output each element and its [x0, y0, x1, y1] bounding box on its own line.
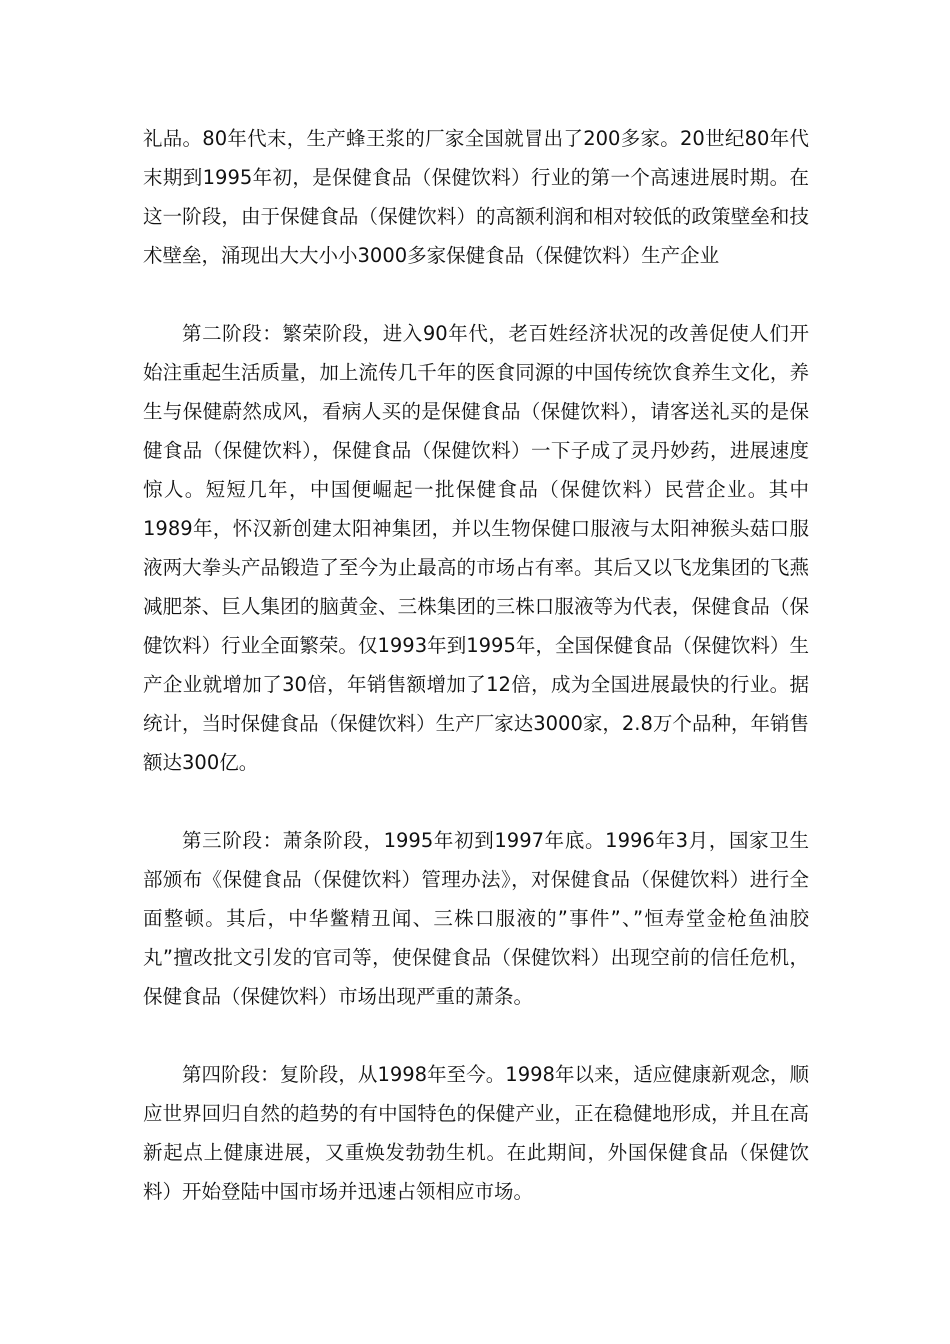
document-body [143, 119, 809, 1250]
paragraph-stage-two: 第二阶段：繁荣阶段，进入90年代，老百姓经济状况的改善促使人们开始注重起生活质量，加上流传几千年的医食同源的中国传统饮食养生文化，养生与保健蔚然成风，看病人买的是保健食品（保健饮料），请客送礼买的是保健食品（保健饮料），保健食品（保健饮料）一下子成了灵丹妙药，进展速度惊人。短短几年，中国便崛起一批保健食品（保健饮料）民营企业。其中1989年，怀汉新创建太阳神集团，并以生物保健口服液与太阳神猴头菇口服液两大拳头产品锻造了至今为止最高的市场占有率。其后又以飞龙集团的飞燕减肥茶、巨人集团的脑黄金、三株集团的三株口服液等为代表，保健食品（保健饮料）行业全面繁荣。仅1993年到1995年，全国保健食品（保健饮料）生产企业就增加了30倍，年销售额增加了12倍，成为全国进展最快的行业。据统计，当时保健食品（保健饮料）生产厂家达3000家，2.8万个品种，年销售额达300亿。 [143, 322, 809, 774]
paragraph-stage-four: 第四阶段：复阶段，从1998年至今。1998年以来，适应健康新观念，顺应世界回归自然的趋势的有中国特色的保健产业，正在稳健地形成，并且在高新起点上健康进展，又重焕发勃勃生机。在此期间，外国保健食品（保健饮料）开始登陆中国市场并迅速占领相应市场。 [143, 1063, 809, 1203]
paragraph-stage-three: 第三阶段：萧条阶段，1995年初到1997年底。1996年3月，国家卫生部颁布《保健食品（保健饮料）管理办法》，对保健食品（保健饮料）进行全面整顿。其后，中华鳖精丑闻、三株口服液的”事件”、”恒寿堂金枪鱼油胶丸”擅改批文引发的官司等，使保健食品（保健饮料）出现空前的信任危机，保健食品（保健饮料）市场出现严重的萧条。 [143, 829, 809, 1008]
paragraph-continuation: 礼品。80年代末，生产蜂王浆的厂家全国就冒出了200多家。20世纪80年代末期到1995年初，是保健食品（保健饮料）行业的第一个高速进展时期。在这一阶段，由于保健食品（保健饮料）的高额利润和相对较低的政策壁垒和技术壁垒，涌现出大大小小3000多家保健食品（保健饮料）生产企业 [143, 127, 809, 267]
